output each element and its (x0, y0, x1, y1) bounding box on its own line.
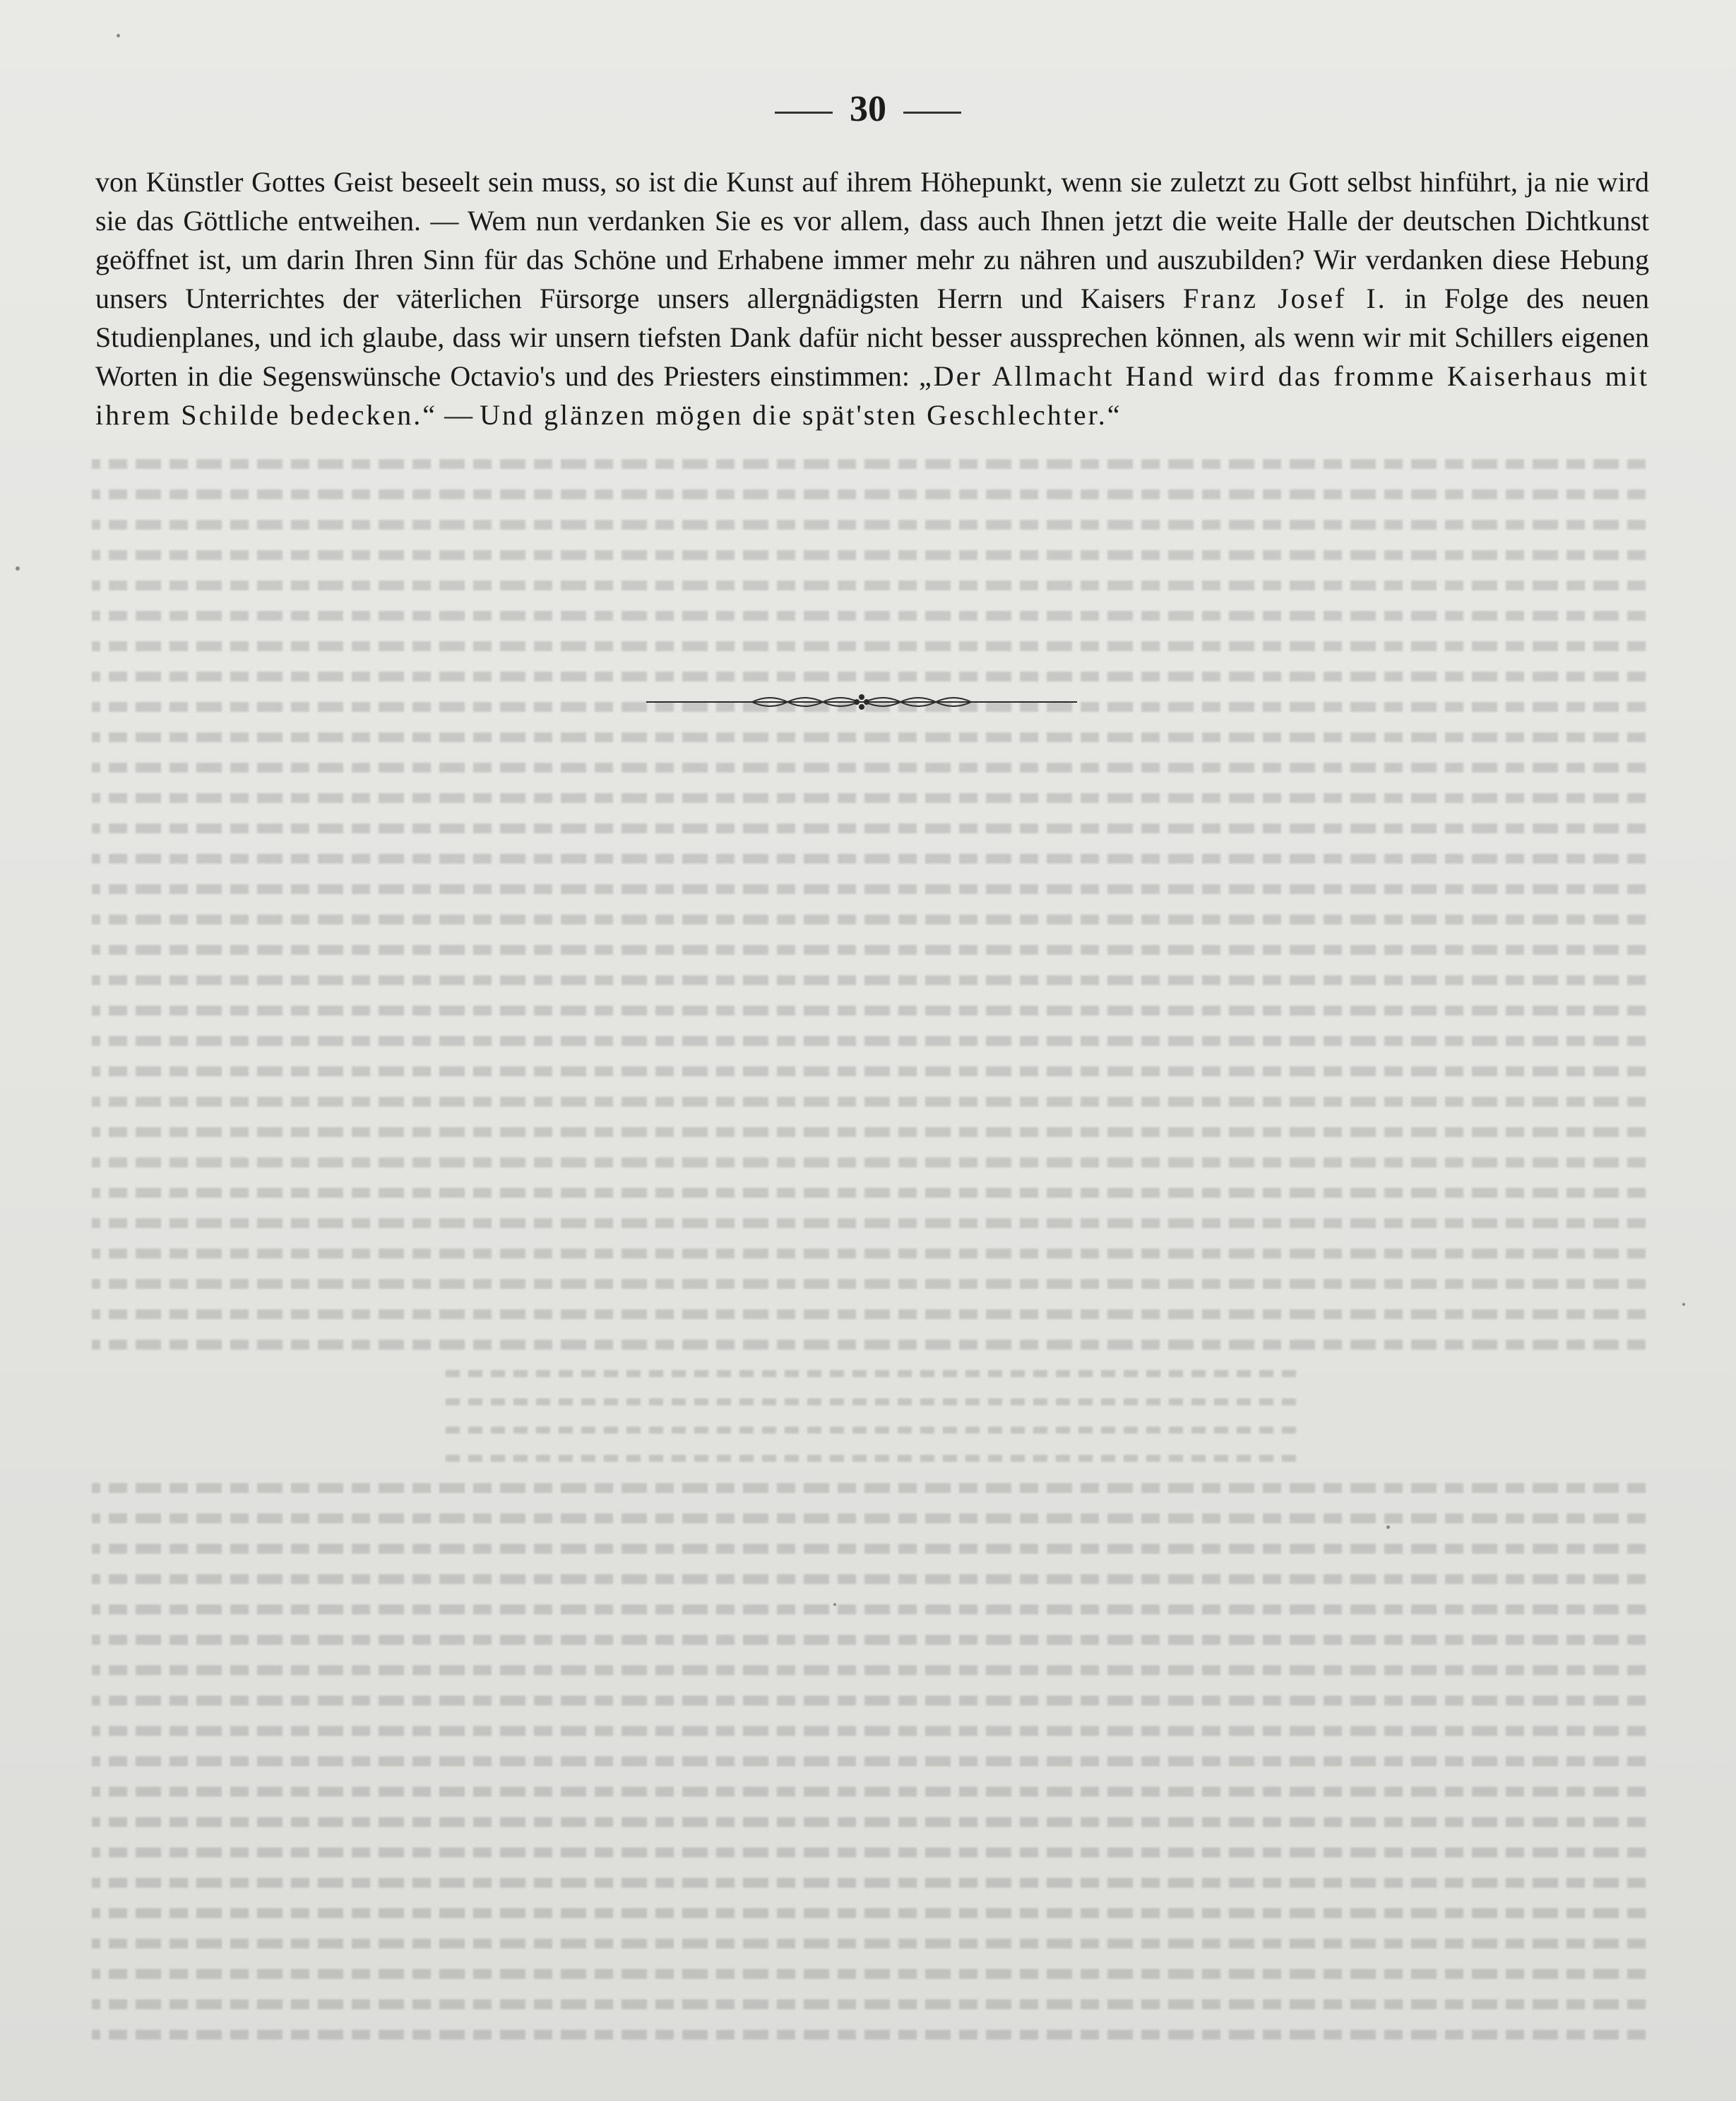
section-divider-ornament (646, 691, 1077, 712)
page-number: 30 (850, 89, 886, 129)
page-header (0, 88, 1736, 131)
paper-speck (833, 1603, 836, 1606)
quote-dash: — (444, 399, 473, 431)
header-dash-right (903, 112, 961, 114)
paper-speck (117, 34, 120, 37)
body-paragraph (95, 162, 1649, 434)
paragraph-text-part-2: in Folge des neuen Studienplanes, und ich glaube, dass wir unsern tiefsten Dank dafür nicht besser aussprechen können, als wenn wir mit Schillers eigenen Worten in die Segenswünsche Octavio's und des Priesters einstimmen: (95, 282, 1650, 392)
paragraph-text-part-1: von Künstler Gottes Geist beseelt sein muss, so ist die Kunst auf ihrem Höhepunkt, wenn sie zuletzt zu Gott selbst hinführt, ja nie wird sie das Göttliche entweihen. — Wem nun verdanken Sie es vor allem, dass auch Ihnen jetzt die weite Halle der deutschen Dichtkunst geöffnet ist, um darin Ihren Sinn für das Schöne und Erhabene immer mehr zu nähren und auszubilden? Wir verdanken diese Hebung unsers Unterrichtes der väterlichen Fürsorge unsers allergnädigsten Herrn und Kaisers (95, 166, 1649, 314)
paper-speck (16, 566, 20, 571)
paper-speck (1682, 1303, 1685, 1306)
paper-speck (1386, 1525, 1390, 1529)
schiller-quote-1: „Der Allmacht Hand wird das fromme Kaiserhaus mit ihrem Schilde bedecken.“ (95, 360, 1649, 431)
schiller-quote-2: Und glänzen mögen die spät'sten Geschlechter.“ (480, 399, 1122, 431)
header-dash-left (775, 112, 833, 114)
emperor-name: Franz Josef I. (1182, 282, 1387, 314)
